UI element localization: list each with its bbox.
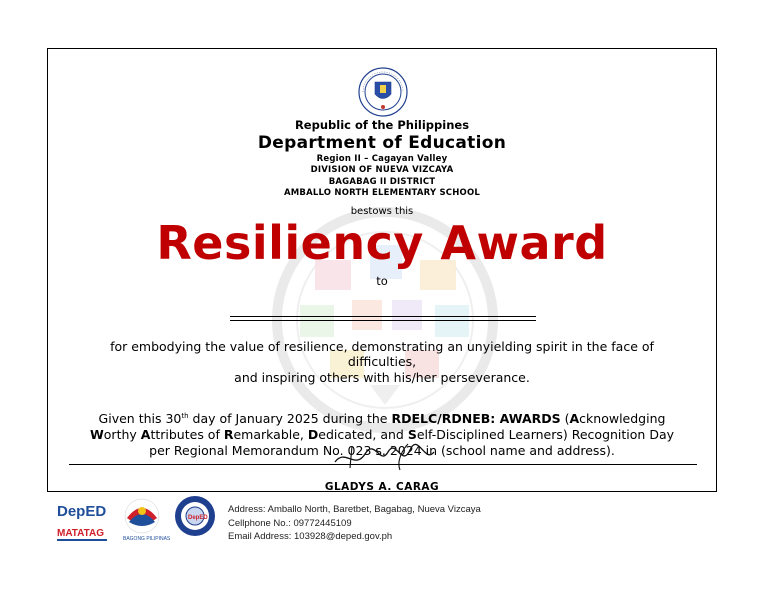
acronym-word: edicated, and (318, 427, 408, 443)
event-name: RDELC/RDNEB: AWARDS (391, 411, 561, 427)
acronym-letter: R (223, 427, 234, 443)
acronym-letter: S (407, 427, 417, 443)
memorandum-line: per Regional Memorandum No. 023 s. 2024 in (school name and address). (149, 443, 615, 459)
citation-text (47, 339, 717, 369)
recipient-name-line (230, 316, 536, 317)
deped-seal-icon (358, 67, 408, 117)
award-title: Resiliency Award (156, 216, 608, 270)
footer-logos (55, 496, 225, 546)
acronym-word: ttributes of (150, 427, 224, 443)
svg-text:BAGONG PILIPINAS: BAGONG PILIPINAS (123, 536, 171, 542)
republic-heading: Republic of the Philippines (294, 118, 470, 132)
acronym-letter: A (569, 411, 580, 427)
recipient-name-underline (230, 320, 536, 321)
paren-open: ( (560, 411, 570, 427)
citation-line-1b: difficulties, (347, 354, 417, 369)
signature-line (69, 464, 697, 465)
citation-line-1: for embodying the value of resilience, demonstrating an unyielding spirit in the face of (110, 339, 654, 354)
deped-logo-icon: DepED (57, 503, 107, 520)
acronym-word: emarkable, (233, 427, 308, 443)
footer-phone: Cellphone No.: 09772445109 (228, 518, 352, 529)
district-line: BAGABAG II DISTRICT (328, 177, 436, 187)
acronym-word: cknowledging (579, 411, 666, 427)
given-date-text: Given this 30 (98, 411, 182, 427)
acronym-word: orthy (103, 427, 141, 443)
given-mid-text: day of January 2025 during the (188, 411, 392, 427)
signature-image (330, 440, 440, 476)
division-line: DIVISION OF NUEVA VIZCAYA (310, 165, 454, 175)
matatag-logo-icon: MATATAG (57, 528, 105, 539)
acronym-letter: A (140, 427, 151, 443)
footer-email: Email Address: 103928@deped.gov.ph (228, 531, 393, 542)
date-suffix: th (181, 412, 189, 420)
acronym-word: elf-Disciplined Learners) Recognition Day (416, 427, 675, 443)
school-seal-icon (175, 496, 215, 536)
bagong-pilipinas-logo-icon (123, 499, 171, 542)
to-text: to (376, 274, 388, 288)
bestows-text: bestows this (350, 206, 414, 217)
svg-text:DepED: DepED (188, 515, 208, 521)
region-line: Region II – Cagayan Valley (316, 154, 448, 164)
citation-line-2: and inspiring others with his/her perseverance. (234, 370, 530, 385)
school-line: AMBALLO NORTH ELEMENTARY SCHOOL (283, 188, 481, 198)
footer-address: Address: Amballo North, Baretbet, Bagabag, Nueva Vizcaya (228, 504, 481, 515)
department-heading: Department of Education (257, 133, 507, 153)
acronym-letter: D (307, 427, 319, 443)
acronym-letter: W (89, 427, 104, 443)
signatory-name: GLADYS A. CARAG (324, 481, 440, 493)
